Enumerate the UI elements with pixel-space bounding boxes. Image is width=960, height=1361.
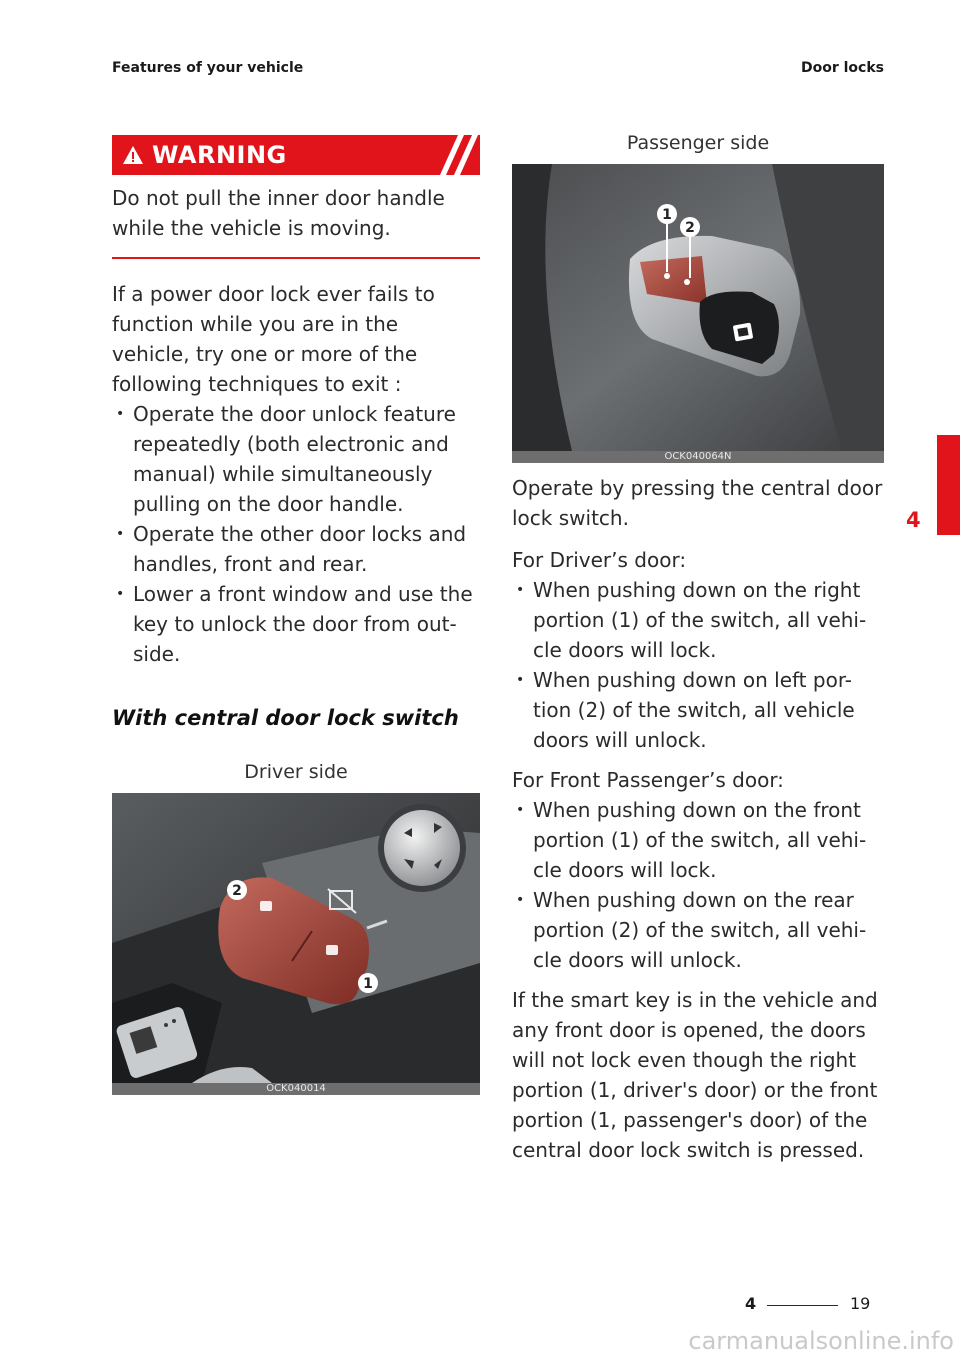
passenger-door-label: For Front Passenger’s door: (512, 768, 784, 792)
svg-text:2: 2 (685, 220, 695, 236)
callout-2-marker (227, 880, 247, 900)
list-item: • When pushing down on the front portion (1) of the switch, all vehi-cle doors will lock. (512, 795, 884, 885)
section-subheading: With central door lock switch (112, 706, 459, 730)
passenger-door-list (512, 795, 884, 975)
list-item: • Operate the other door locks and handles, front and rear. (112, 519, 480, 579)
warning-divider (112, 257, 480, 259)
callout-2-marker (680, 217, 700, 237)
running-header-topic: Door locks (801, 60, 884, 76)
list-item: • When pushing down on the rear portion (2) of the switch, all vehi-cle doors will unlock. (512, 885, 884, 975)
callout-1-marker (657, 204, 677, 224)
left-column (112, 135, 480, 1095)
svg-text:2: 2 (232, 883, 242, 899)
passenger-side-switch-photo (512, 164, 884, 463)
chapter-tab (937, 435, 960, 535)
list-item: • Operate the door unlock feature repeatedly (both electronic and manual) while simultaneously pulling on the door handle. (112, 399, 480, 519)
driver-side-switch-photo (112, 793, 480, 1095)
callout-1-marker (358, 973, 378, 993)
list-item: • When pushing down on left por-tion (2) of the switch, all vehicle doors will unlock. (512, 665, 884, 755)
warning-text: Do not pull the inner door handle while the vehicle is moving. (112, 186, 445, 240)
list-item: • When pushing down on the right portion (1) of the switch, all vehi-cle doors will lock. (512, 575, 884, 665)
footer-page-number: 19 (850, 1294, 871, 1313)
svg-text:1: 1 (662, 207, 672, 223)
svg-text:1: 1 (363, 976, 373, 992)
watermark: carmanualsonline.info (688, 1327, 954, 1355)
exit-techniques-list (112, 399, 480, 669)
footer-divider (767, 1305, 838, 1306)
driver-figure-code: OCK040014 (112, 1083, 480, 1095)
driver-door-list (512, 575, 884, 755)
exit-intro-paragraph: If a power door lock ever fails to function while you are in the vehicle, try one or more of the following techniques to exit : (112, 282, 435, 396)
passenger-switch-illustration (512, 164, 884, 451)
chapter-tab-number: 4 (906, 508, 921, 532)
driver-door-label: For Driver’s door: (512, 548, 687, 572)
running-header-section: Features of your vehicle (112, 60, 304, 76)
driver-switch-illustration (112, 793, 480, 1083)
driver-figure-caption: Driver side (244, 761, 348, 783)
passenger-figure-code: OCK040064N (512, 451, 884, 463)
central-lock-intro: Operate by pressing the central door lock switch. (512, 476, 883, 530)
passenger-figure-caption: Passenger side (626, 132, 770, 154)
warning-banner (112, 135, 480, 175)
warning-title: WARNING (152, 141, 287, 169)
list-item: • Lower a front window and use the key to unlock the door from out-side. (112, 579, 480, 669)
smart-key-note: If the smart key is in the vehicle and any front door is opened, the doors will not lock even though the right portion (1, driver's door) or the front portion (1, passenger's door) of the central door lock switch is pressed. (512, 988, 878, 1162)
footer-chapter-number: 4 (745, 1294, 757, 1313)
warning-stripes-decoration (424, 135, 480, 175)
warning-triangle-icon (122, 144, 144, 166)
right-column (512, 128, 884, 1165)
